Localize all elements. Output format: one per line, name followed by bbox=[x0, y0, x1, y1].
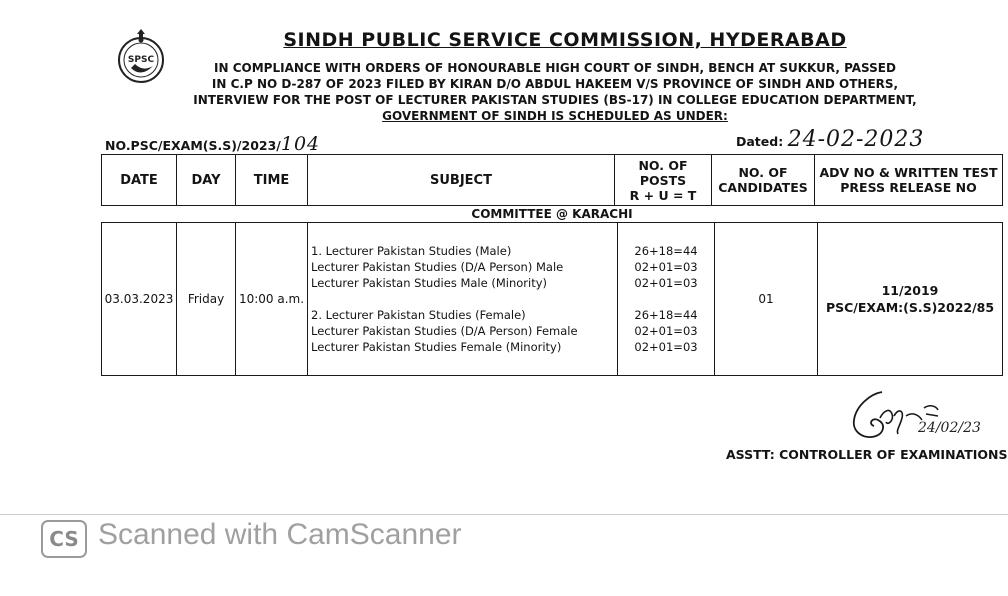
header-day: DAY bbox=[177, 155, 236, 206]
posts-line: 02+01=03 bbox=[634, 324, 698, 338]
intro-paragraph bbox=[170, 60, 940, 124]
reference-prefix: NO.PSC/EXAM(S.S)/2023/ bbox=[105, 138, 281, 153]
page-title: SINDH PUBLIC SERVICE COMMISSION, HYDERABAD bbox=[283, 29, 847, 51]
header-time: TIME bbox=[236, 155, 308, 206]
posts-line: 26+18=44 bbox=[634, 308, 698, 322]
intro-line-1: IN COMPLIANCE WITH ORDERS OF HONOURABLE HIGH COURT OF SINDH, BENCH AT SUKKUR, PASSED bbox=[214, 61, 896, 75]
schedule-row-table bbox=[101, 222, 1003, 376]
subject-line: Lecturer Pakistan Studies (D/A Person) Male bbox=[311, 260, 564, 274]
header-adv-line2: PRESS RELEASE NO bbox=[840, 180, 977, 195]
scan-divider bbox=[0, 514, 1008, 515]
posts-line: 02+01=03 bbox=[634, 340, 698, 354]
header-candidates bbox=[712, 155, 815, 206]
posts-line: 26+18=44 bbox=[634, 244, 698, 258]
intro-line-4: GOVERNMENT OF SINDH IS SCHEDULED AS UNDER: bbox=[382, 109, 728, 123]
committee-label: COMMITTEE @ KARACHI bbox=[471, 207, 633, 221]
camscanner-logo-icon: CS bbox=[41, 520, 87, 558]
reference-number bbox=[105, 133, 320, 155]
header-adv bbox=[815, 155, 1003, 206]
adv-number: 11/2019 bbox=[881, 283, 939, 298]
signatory-designation: ASSTT: CONTROLLER OF EXAMINATIONS bbox=[726, 447, 1008, 462]
signature-date: 24/02/23 bbox=[918, 420, 981, 436]
header-date: DATE bbox=[102, 155, 177, 206]
header-posts-line2: POSTS bbox=[639, 172, 687, 188]
logo-text: SPSC bbox=[127, 55, 155, 65]
cell-subjects bbox=[308, 223, 618, 376]
dated bbox=[736, 127, 924, 152]
table-row bbox=[102, 223, 1003, 376]
intro-line-3: INTERVIEW FOR THE POST OF LECTURER PAKISTAN STUDIES (BS-17) IN COLLEGE EDUCATION DEPARTMENT, bbox=[193, 93, 917, 107]
header-posts bbox=[615, 155, 712, 206]
signature bbox=[842, 380, 992, 448]
header-posts-line1: NO. OF bbox=[638, 157, 688, 173]
subject-line: Lecturer Pakistan Studies Male (Minority) bbox=[311, 276, 548, 290]
header-subject: SUBJECT bbox=[308, 155, 615, 206]
cell-posts bbox=[618, 223, 715, 376]
header-adv-line1: ADV NO & WRITTEN TEST bbox=[819, 165, 998, 180]
header-posts-line3: R + U = T bbox=[629, 187, 697, 203]
dated-label: Dated: bbox=[736, 134, 784, 149]
subject-line: Lecturer Pakistan Studies Female (Minority) bbox=[311, 340, 562, 354]
subject-line: Lecturer Pakistan Studies (D/A Person) Female bbox=[311, 324, 578, 338]
camscanner-watermark: Scanned with CamScanner bbox=[98, 518, 462, 551]
reference-handwritten-number: 104 bbox=[280, 133, 321, 155]
cell-date: 03.03.2023 bbox=[102, 223, 177, 376]
cell-day: Friday bbox=[177, 223, 236, 376]
subject-line: 1. Lecturer Pakistan Studies (Male) bbox=[311, 244, 512, 258]
schedule-header-table bbox=[101, 154, 1003, 206]
cell-adv bbox=[818, 223, 1003, 376]
cell-time: 10:00 a.m. bbox=[236, 223, 308, 376]
subject-line: 2. Lecturer Pakistan Studies (Female) bbox=[311, 308, 526, 322]
header-candidates-line2: CANDIDATES bbox=[718, 180, 808, 195]
header-candidates-line1: NO. OF bbox=[738, 165, 788, 180]
intro-line-2: IN C.P NO D-287 OF 2023 FILED BY KIRAN D/O ABDUL HAKEEM V/S PROVINCE OF SINDH AND OTHERS, bbox=[211, 77, 899, 91]
cell-candidates: 01 bbox=[715, 223, 818, 376]
spsc-logo bbox=[113, 28, 169, 88]
posts-line: 02+01=03 bbox=[634, 260, 698, 274]
dated-handwritten-date: 24-02-2023 bbox=[787, 127, 925, 152]
posts-line: 02+01=03 bbox=[634, 276, 698, 290]
press-release-number: PSC/EXAM:(S.S)2022/85 bbox=[825, 300, 995, 315]
